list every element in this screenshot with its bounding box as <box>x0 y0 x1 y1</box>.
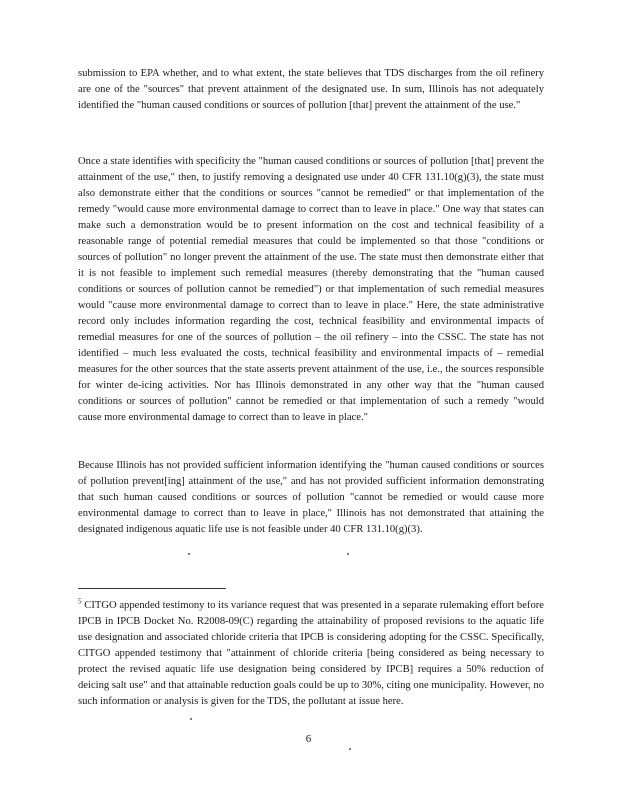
scan-speck <box>190 718 192 720</box>
page-number: 6 <box>305 733 312 745</box>
footnote-text: CITGO appended testimony to its variance request that was presented in a separate rulemaking effort before IPCB in IPCB Docket No. R2008-09(C) regarding the attainability of proposed revisions to the aquatic life use designation and associated chloride criteria that IPCB is considering adopting for the CSSC. Specifically, CITGO appended testimony that "attainment of chloride criteria [being considered as being necessary to protect the revised aquatic life use designation being considered by IPCB] requires a 50% reduction of deicing salt use" and that attainable reduction goals could be up to 30%, citing one municipality. However, no such information or analysis is given for the TDS, the pollutant at issue here. <box>78 600 544 707</box>
footnote-separator <box>78 588 226 589</box>
scan-speck <box>349 748 351 750</box>
footnote <box>78 598 544 710</box>
footnote-marker: 5 <box>78 597 82 606</box>
paragraph-3: Because Illinois has not provided sufficient information identifying the "human caused conditions or sources of pollution prevent[ing] attainment of the use," and has not provided sufficient information demonstrating that such human caused conditions or sources of pollution "cannot be remedied or would cause more environmental damage to correct than to leave in place," Illinois has not demonstrated that attaining the designated indigenous aquatic life use is not feasible under 40 CFR 131.10(g)(3). <box>78 460 544 535</box>
paragraph-2: Once a state identifies with specificity the "human caused conditions or sources of pollution [that] prevent the attainment of the use," then, to justify removing a designated use under 40 CFR 131.10(g)(3), the state must also demonstrate either that the conditions or sources "cannot be remedied" or that implementation of the remedy "would cause more environmental damage to correct than to leave in place." One way that states can make such a demonstration would be to present information on the cost and technical feasibility of a reasonable range of potential remedial measures that could be implemented so that those "conditions or sources of pollution" no longer prevent the attainment of the use. The state must then demonstrate either that it is not feasible to implement such remedial measures (thereby demonstrating that the "human caused conditions or sources of pollution cannot be remedied") or that implementation of such remedial measures would "cause more environmental damage to correct than to leave in place." Here, the state administrative record only includes information regarding the cost, technical feasibility and environmental impacts of remedial measures for one of the sources of pollution – the oil refinery – into the CSSC. The state has not identified – much less evaluated the costs, technical feasibility and environmental impacts of – remedial measures for the other sources that the state asserts prevent attainment of the use, i.e., the sources responsible for winter de-icing activities. Nor has Illinois demonstrated in any other way that the "human caused conditions or sources of pollution" cannot be remedied or that implementation of such a remedy "would cause more environmental damage to correct than to leave in place." <box>78 156 544 423</box>
scan-speck <box>347 553 349 555</box>
paragraph-1: submission to EPA whether, and to what extent, the state believes that TDS discharges from the oil refinery are one of the "sources" that prevent attainment of the designated use. In sum, Illinois has not adequately identified the "human caused conditions or sources of pollution [that] prevent the attainment of the use." <box>78 68 544 111</box>
scan-speck <box>188 553 190 555</box>
